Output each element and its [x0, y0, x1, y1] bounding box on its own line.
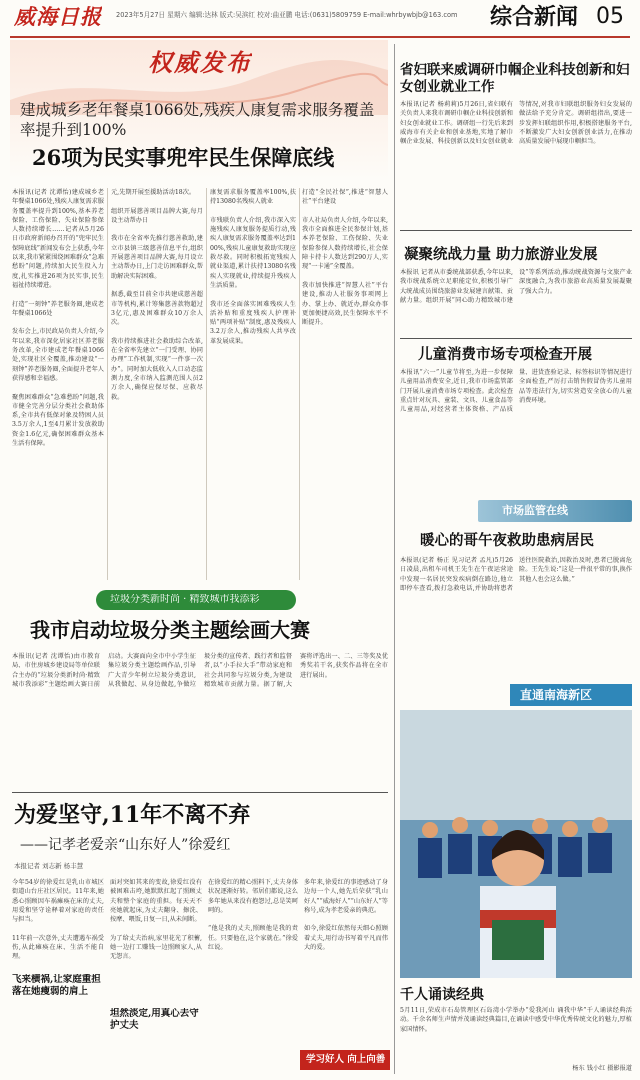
- column-divider: [206, 188, 207, 580]
- reading-event-photo: [400, 710, 632, 978]
- reading-event-photo-illustration: [400, 710, 632, 978]
- feature-col1: 今年54岁的徐爱红是乳山市城区街道山台庄社区居民。11年来,她悉心照顾因车祸瘫痪在床的丈夫,用爱和坚守诠释着对家庭的责任与担当。 11年前一次意外,丈夫遭遇车祸受伤,从此瘫痪在床、生活不能自理。: [12, 879, 104, 961]
- banner-headline: 26项为民实事兜牢民生保障底线: [32, 145, 335, 170]
- feature-col4: 多年来,徐爱红的事迹感动了身边每一个人,她先后荣获“乳山好人”“威海好人”“山东好人”等称号,成为孝老爱亲的典范。 如今,徐爱红依然每天细心照顾着丈夫,用行动书写着平凡而伟大的爱。: [304, 879, 388, 952]
- masthead-rule: [10, 36, 630, 38]
- right-column-divider: [394, 44, 395, 1074]
- banner-area: [10, 40, 388, 180]
- main-article-col3: 康复需求服务覆盖率100%,扶持13080名残疾人就业 市残联负责人介绍,我市深入实施残疾人康复服务提质行动,残疾人康复需求服务覆盖率达到100%,残疾儿童康复救助实现应救尽救。同时积极拓宽残疾人就业渠道,累计扶持13080名残疾人实现就业,持续提升残疾人生活质量。 我市还全面落实困难残疾人生活补贴和重度残疾人护理补贴“两项补贴”制度,惠及残疾人3.2万余人,推动残疾人共享改革发展成果。: [210, 189, 296, 345]
- right-bottom-title: 千人诵读经典: [400, 987, 484, 1003]
- feature-subhead-1: 飞来横祸,让家庭重担落在她瘦弱的肩上: [12, 974, 101, 997]
- section-rule: [12, 792, 388, 793]
- garbage-banner-label: 垃圾分类新时尚 · 精致城市我添彩: [110, 594, 260, 605]
- right-bottom-body: 5月11日,荣成市石岛管理区石岛湾小学举办“爱我河山 诵我中华”千人诵读经典活动。千余名师生声情并茂诵读经典篇目,在诵读中感受中华优秀传统文化的魅力,厚植家国情怀。: [400, 1007, 632, 1033]
- good-people-tag: [300, 1050, 390, 1070]
- column-divider: [299, 188, 300, 580]
- nanhai-tag-label: 直通南海新区: [520, 688, 593, 702]
- right-article-2-body: 本报讯 记者从市委统战部获悉,今年以来,我市统战系统立足职能定位,积极引导广大统战成员围绕旅游业发展建言献策、贡献力量。组织开展“同心助力精致城市建设”等系列活动,推动统战资源与文旅产业深度融合,为我市旅游业高质量发展凝聚了强大合力。: [400, 269, 632, 304]
- page-number: 05: [596, 4, 624, 29]
- right-article-1-body: 本报讯(记者 杨莉莉)5月26日,省妇联有关负责人来我市调研巾帼企业科技创新和妇女创业就业工作。调研组一行先后来到威海市有关企业和创业基地,实地了解巾帼企业发展、科技创新以及妇女创业就业等情况,对我市妇联组织服务妇女发展的做法给予充分肯定。调研组指出,要进一步发挥妇联组织作用,积极搭建服务平台,不断激发广大妇女创新创业活力,在推动高质量发展中展现巾帼担当。: [400, 101, 632, 146]
- feature-col2: 面对突如其来的变故,徐爱红没有被困难击垮,她默默扛起了照顾丈夫和整个家庭的重担。每天天不亮她就起床,为丈夫翻身、擦洗、按摩、喂饭,日复一日,从未间断。 为了给丈夫治病,家里花光了积蓄,她一边打工赚钱一边照顾家人,从无怨言。: [110, 879, 202, 961]
- main-article-col2: 元,先期开展至援助活动18次。 组织开展慈善项目品牌大赛,每月设主动帮办日 我市在全省率先推行慈善救助,建立市县镇三级慈善信息平台,组织开展慈善项目品牌大赛,每月设立主动帮办日,上门走访困难群众,帮助解决实际困难。 据悉,截至目前全市共建成慈善超市等机构,累计筹集慈善款物超过3亿元,惠及困难群众10万余人次。 我市持续推进社会救助综合改革,在全省率先建立“一门受理、协同办理”工作机制,实现“一件事一次办”。同时加大低收入人口动态监测力度,全市纳入监测范围人员2万余人,确保应保尽保、应救尽救。: [111, 189, 203, 401]
- garbage-banner: [96, 590, 296, 610]
- right-article-4-body: 本报讯(记者 杨正 见习记者 孟凡)5月26日凌晨,出租车司机王先生在午夜运营途中发现一名居民突发疾病倒在路边,他立即停车查看,拨打急救电话,并协助将患者送往医院救治,因救治及时,患者已脱离危险。王先生说:“这是一件很平常的事,换作其他人也会这么做。”: [400, 557, 632, 592]
- right-article-1-title: 省妇联来威调研巾帼企业科技创新和妇女创业就业工作: [400, 62, 630, 95]
- feature-byline: 本报记者 刘志新 杨丰慧: [14, 862, 84, 870]
- banner-subhead: 建成城乡老年餐桌1066处,残疾人康复需求服务覆盖率提升到100%: [20, 101, 375, 139]
- market-supervision-tag: [478, 500, 632, 522]
- feature-subhead: ——记孝老爱亲“山东好人”徐爱红: [20, 837, 231, 853]
- section-name: 综合新闻: [490, 4, 579, 30]
- banner-tag: 权威发布: [148, 48, 252, 77]
- main-article-col4: 打造“全民社保”,推进“智慧人社”平台建设 市人社局负责人介绍,今年以来,我市全面推进全民参保计划,基本养老保险、工伤保险、失业保险参保人数持续增长,社会保障卡持卡人数达到290万人,实现“一卡通”全覆盖。 我市加快推进“智慧人社”平台建设,推动人社服务事项网上办、掌上办、就近办,群众办事更加便捷高效,民生保障水平不断提升。: [302, 189, 388, 327]
- feature-headline: 为爱坚守,11年不离不弃: [14, 802, 251, 828]
- garbage-headline: 我市启动垃圾分类主题绘画大赛: [30, 618, 310, 642]
- section-rule: [400, 230, 632, 231]
- section-rule: [400, 338, 632, 339]
- good-people-tag-label: 学习好人 向上向善: [306, 1054, 386, 1065]
- market-supervision-tag-label: 市场监管在线: [502, 504, 568, 517]
- right-article-3-title: 儿童消费市场专项检查开展: [418, 346, 592, 363]
- nanhai-tag: [510, 684, 632, 706]
- column-divider: [107, 188, 108, 580]
- feature-col1-cont: [12, 1004, 104, 1074]
- right-article-2-title: 凝聚统战力量 助力旅游业发展: [404, 246, 598, 263]
- garbage-body: 本报讯(记者 沈谭怡)由市教育局、市住房城乡建设局等单位联合主办的“垃圾分类新时尚·精致城市我添彩”主题绘画大赛日前启动。大赛面向全市中小学生征集垃圾分类主题绘画作品,引导广大青少年树立垃圾分类意识,从我做起、从身边做起,争做垃圾分类的宣传者、践行者和监督者,以“小手拉大手”带动家庭和社会共同参与垃圾分类,为建设精致城市贡献力量。据了解,大赛将评选出一、二、三等奖及优秀奖若干名,获奖作品将在全市进行展出。: [12, 653, 388, 688]
- main-article-col1: 本报讯(记者 沈谭怡)建成城乡老年餐桌1066处,残疾人康复需求服务覆盖率提升到100%,基本养老保险、工伤保险、失业保险参保人数持续增长……记者从5月26日市政府新闻办召开的“兜牢民生保障底线”新闻发布会上获悉,今年以来,我市紧紧围绕困难群众“急难愁盼”问题,持续加大民生投入力度,扎实推进26项为民实事,民生福祉持续增进。 打造“一刻钟”养老服务圈,建成老年餐桌1066处 发布会上,市民政局负责人介绍,今年以来,我市深化居家社区养老服务改革,全市建成老年餐桌1066处,实现社区全覆盖,推动建设“一刻钟”养老服务圈,全面提升老年人获得感和幸福感。 聚焦困难群众“急难愁盼”问题,我市健全完善分层分类社会救助体系,全市共有低保对象及特困人员3.5万余人,1至4月累计发放救助资金1.6亿元,确保困难群众基本生活有保障。: [12, 189, 104, 448]
- feature-subhead-2: 坦然淡定,用真心去守护丈夫: [110, 1008, 199, 1031]
- right-bottom-credit: 杨东 钱小红 摄影报道: [572, 1065, 632, 1072]
- right-article-4-title: 暖心的哥午夜救助患病居民: [420, 532, 594, 549]
- masthead-logo: 威海日报: [14, 4, 102, 29]
- masthead-dateline: 2023年5月27日 星期六 编辑:达林 版式:吴滨红 校对:曲亚鹏 电话:(0631)5809759 E-mail:whrbywbjb@163.com: [116, 11, 458, 19]
- right-article-3-body: 本报讯“六一”儿童节将至,为进一步保障儿童用品消费安全,近日,我市市场监管部门开展儿童消费市场专项检查。此次检查重点针对玩具、童装、文具、儿童食品等儿童用品,对经营者主体资格、产品质量、进货查验记录、标签标识等情况进行全面检查,严厉打击销售假冒伪劣儿童用品等违法行为,切实营造安全放心的儿童消费环境。: [400, 369, 632, 414]
- feature-col3: 在徐爱红的精心照料下,丈夫身体状况逐渐好转。邻居们都说,这么多年她从来没有抱怨过,总是笑呵呵的。 “他是我的丈夫,照顾他是我的责任。只要他在,这个家就在。”徐爱红说。: [208, 879, 298, 952]
